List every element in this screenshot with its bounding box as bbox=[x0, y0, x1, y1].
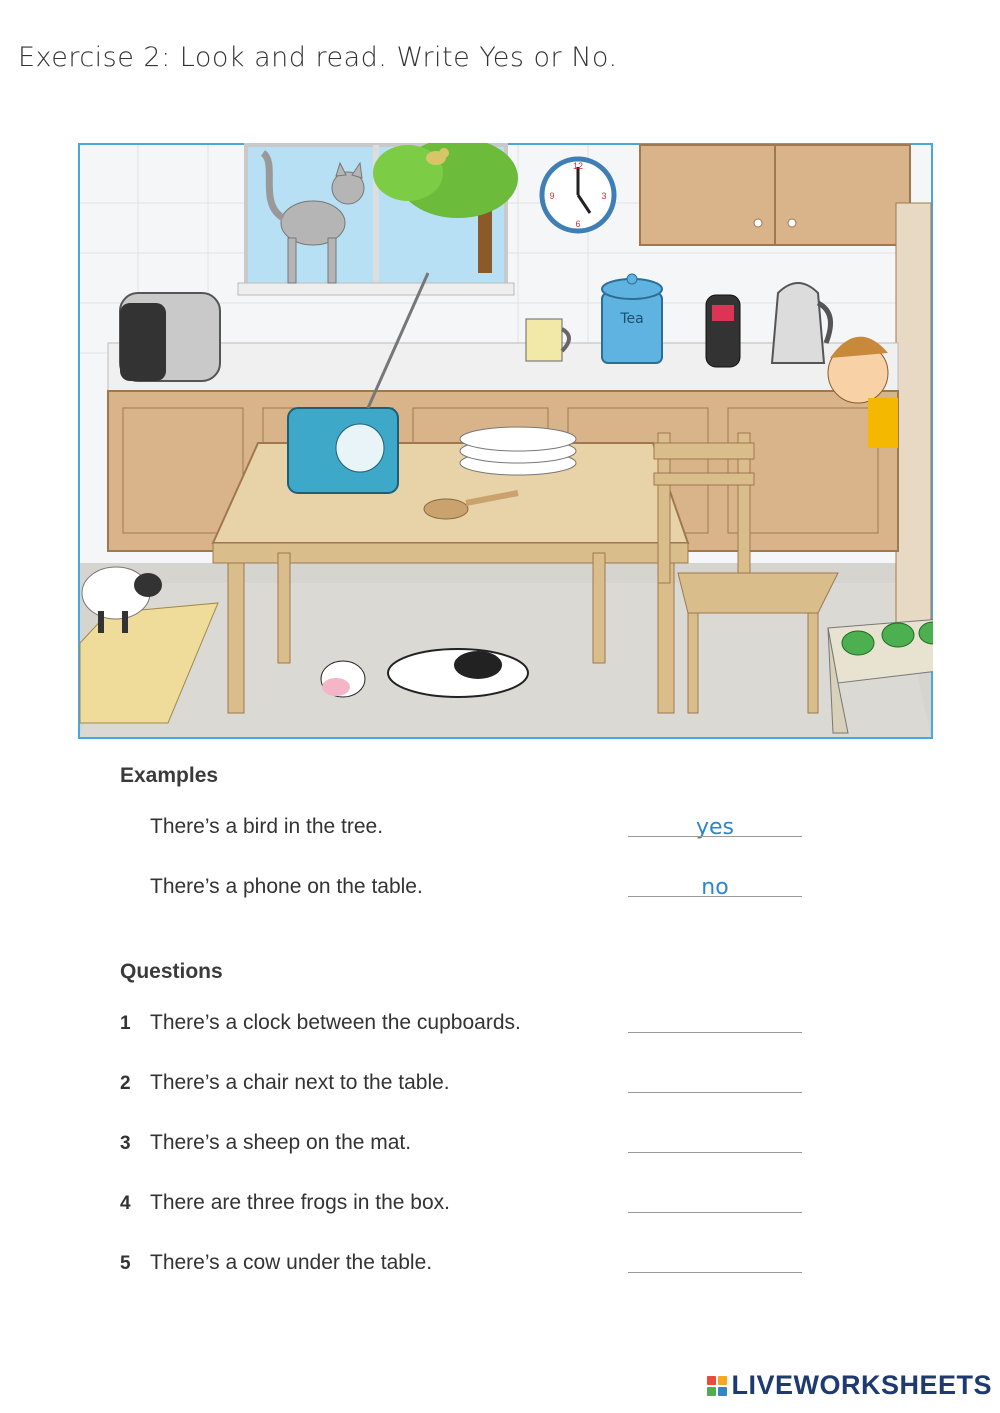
question-number: 3 bbox=[120, 1133, 131, 1154]
logo-text: LIVEWORKSHEETS bbox=[731, 1370, 992, 1400]
question-text: There’s a chair next to the table. bbox=[150, 1071, 450, 1094]
clock-number: 6 bbox=[575, 219, 581, 229]
question-number: 5 bbox=[120, 1253, 131, 1274]
question-text: There are three frogs in the box. bbox=[150, 1191, 450, 1214]
phone bbox=[706, 295, 740, 367]
answer-input-4[interactable] bbox=[628, 1179, 806, 1213]
tea-caddy bbox=[602, 274, 662, 363]
exercise-title: Exercise 2: Look and read. Write Yes or No. bbox=[18, 42, 618, 73]
kitchen-scene bbox=[78, 143, 933, 739]
door bbox=[896, 203, 931, 623]
example-text: There’s a phone on the table. bbox=[150, 875, 423, 898]
toaster bbox=[120, 293, 220, 381]
answer-input-1[interactable] bbox=[628, 999, 806, 1033]
answer-input-2[interactable] bbox=[628, 1059, 806, 1093]
answer-line bbox=[628, 1092, 802, 1093]
clock-number: 9 bbox=[549, 191, 555, 201]
answer-input-5[interactable] bbox=[628, 1239, 806, 1273]
upper-cupboards bbox=[640, 145, 910, 245]
answer-line bbox=[628, 896, 802, 897]
example-answer: yes bbox=[695, 815, 735, 840]
kitchen-illustration bbox=[78, 143, 933, 739]
clock-number: 12 bbox=[572, 161, 584, 171]
question-text: There’s a cow under the table. bbox=[150, 1251, 433, 1274]
answer-line bbox=[628, 1152, 802, 1153]
questions-heading: Questions bbox=[120, 960, 223, 983]
answer-line bbox=[628, 836, 802, 837]
example-answer: no bbox=[701, 875, 729, 900]
answer-input-3[interactable] bbox=[628, 1119, 806, 1153]
question-text: There’s a sheep on the mat. bbox=[150, 1131, 412, 1154]
question-text: There’s a clock between the cupboards. bbox=[150, 1011, 521, 1034]
clock bbox=[542, 159, 614, 231]
plates bbox=[460, 427, 576, 475]
clock-number: 3 bbox=[601, 191, 607, 201]
liveworksheets-logo bbox=[707, 1370, 992, 1401]
answer-line bbox=[628, 1212, 802, 1213]
answer-line bbox=[628, 1032, 802, 1033]
question-number: 4 bbox=[120, 1193, 131, 1214]
logo-mark-icon bbox=[707, 1376, 727, 1396]
examples-heading: Examples bbox=[120, 764, 219, 787]
answer-line bbox=[628, 1272, 802, 1273]
example-text: There’s a bird in the tree. bbox=[150, 815, 384, 838]
question-number: 2 bbox=[120, 1073, 131, 1094]
tea-label: Tea bbox=[620, 311, 644, 327]
question-number: 1 bbox=[120, 1013, 131, 1034]
